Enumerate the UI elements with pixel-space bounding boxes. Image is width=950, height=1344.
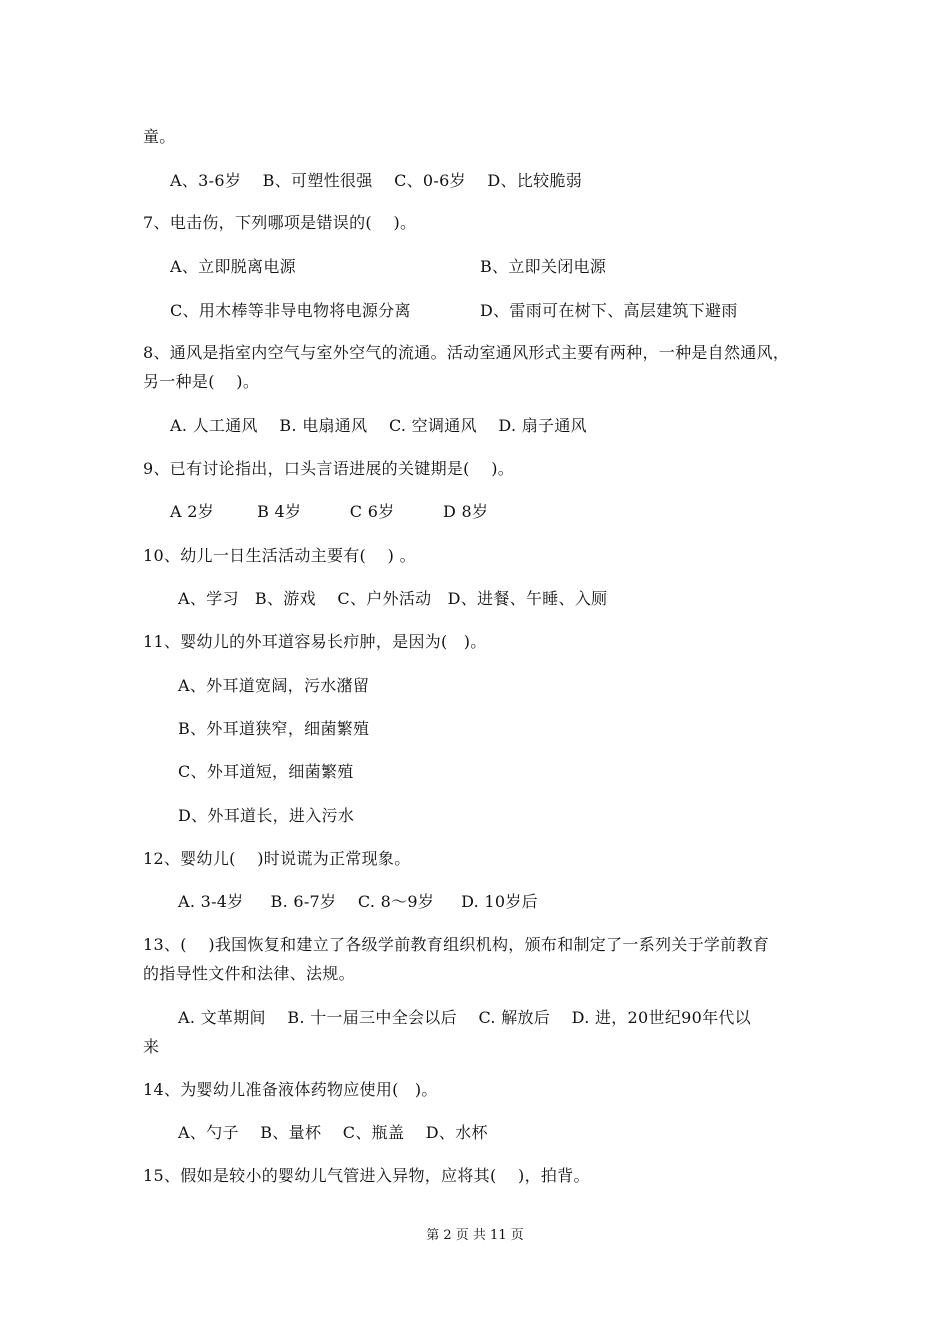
question-15: 15、假如是较小的婴幼儿气管进入异物，应将其( )，拍背。 [143,1166,590,1185]
q13-options-wrap: 来 [143,1037,160,1056]
q7-option-a: A、立即脱离电源 [170,257,296,276]
q14-options: A、勺子 B、量杯 C、瓶盖 D、水杯 [178,1123,488,1142]
q11-option-b: B、外耳道狭窄，细菌繁殖 [178,719,370,738]
question-12: 12、婴幼儿( )时说谎为正常现象。 [143,849,411,868]
q9-options: A 2岁 B 4岁 C 6岁 D 8岁 [170,502,489,521]
q7-option-b: B、立即关闭电源 [480,257,607,276]
question-11: 11、婴幼儿的外耳道容易长疖肿，是因为( )。 [143,632,487,651]
question-14: 14、为婴幼儿准备液体药物应使用( )。 [143,1080,438,1099]
q11-option-a: A、外耳道宽阔，污水潴留 [178,676,370,695]
question-7: 7、电击伤，下列哪项是错误的( )。 [143,213,417,232]
q7-option-c: C、用木棒等非导电物将电源分离 [170,301,411,320]
q12-options: A. 3-4岁 B. 6-7岁 C. 8～9岁 D. 10岁后 [178,892,538,911]
q11-option-c: C、外耳道短，细菌繁殖 [178,762,354,781]
question-13-line-1: 13、( )我国恢复和建立了各级学前教育组织机构，颁布和制定了一系列关于学前教育 [143,935,770,954]
question-8-line-2: 另一种是( )。 [143,372,260,391]
page-footer: 第 2 页 共 11 页 [426,1228,524,1243]
question-13-line-2: 的指导性文件和法律、法规。 [143,964,355,983]
q6-options: A、3-6岁 B、可塑性很强 C、0-6岁 D、比较脆弱 [170,171,583,190]
question-8-line-1: 8、通风是指室内空气与室外空气的流通。活动室通风形式主要有两种，一种是自然通风， [143,343,790,362]
text-line-continuation: 童。 [143,127,176,146]
question-10: 10、幼儿一日生活活动主要有( ) 。 [143,546,416,565]
question-9: 9、已有讨论指出，口头言语进展的关键期是( )。 [143,459,515,478]
q13-options: A. 文革期间 B. 十一届三中全会以后 C. 解放后 D. 进，20世纪90年代以 [178,1008,751,1027]
q7-option-d: D、雷雨可在树下、高层建筑下避雨 [480,301,738,320]
q8-options: A. 人工通风 B. 电扇通风 C. 空调通风 D. 扇子通风 [170,416,587,435]
q10-options: A、学习 B、游戏 C、户外活动 D、进餐、午睡、入厕 [178,589,608,608]
q11-option-d: D、外耳道长，进入污水 [178,806,355,825]
